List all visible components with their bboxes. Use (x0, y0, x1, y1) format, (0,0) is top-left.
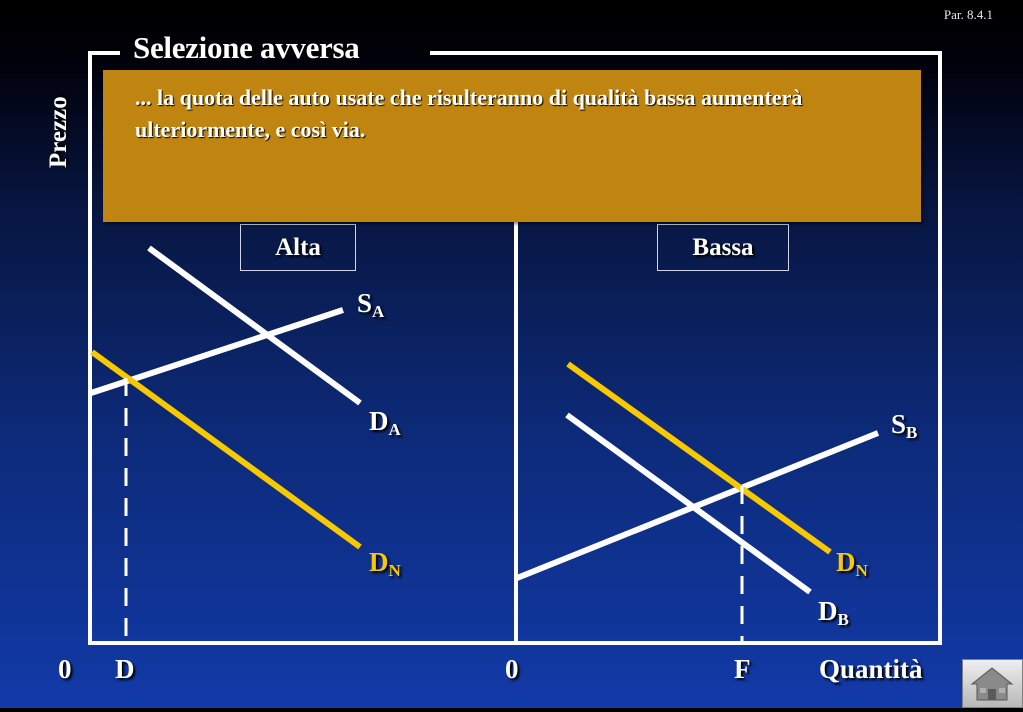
panel-label-bassa (657, 224, 789, 271)
label-s-a-main: S (357, 288, 373, 318)
home-button[interactable] (962, 659, 1023, 708)
slide-title: Selezione avversa (133, 30, 360, 65)
label-d-n-right-sub: N (855, 561, 868, 580)
label-s-a-sub: A (372, 302, 385, 321)
paragraph-ref: Par. 8.4.1 (943, 7, 993, 22)
left-demand-line (149, 248, 360, 403)
label-d-n-right-main: D (836, 547, 856, 577)
label-d-n-left (369, 547, 401, 581)
label-d-b (818, 596, 849, 630)
label-d-n-right (836, 547, 868, 581)
right-tick-f: F (734, 654, 751, 684)
overlay-note: ... la quota delle auto usate che risulteranno di qualità bassa aumenterà ulteriormente, e così via. (103, 70, 921, 222)
right-new-demand-line (568, 364, 830, 552)
panel-label-bassa-text: Bassa (692, 233, 754, 261)
label-d-n-left-sub: N (388, 561, 401, 580)
label-s-b-sub: B (906, 423, 918, 442)
panel-label-alta-text: Alta (275, 233, 321, 261)
label-d-a-main: D (369, 406, 389, 436)
left-origin-label: 0 (58, 654, 72, 684)
x-axis-label: Quantità (819, 654, 923, 684)
left-tick-d: D (115, 654, 135, 684)
label-d-b-sub: B (837, 610, 849, 629)
right-demand-line (567, 415, 810, 592)
label-s-b-main: S (891, 409, 907, 439)
right-origin-label: 0 (505, 654, 519, 684)
label-d-a (369, 406, 401, 440)
left-new-demand-line (92, 352, 360, 547)
y-axis-label: Prezzo (45, 96, 72, 168)
label-d-a-sub: A (388, 420, 401, 439)
label-d-n-left-main: D (369, 547, 389, 577)
label-d-b-main: D (818, 596, 838, 626)
panel-label-alta (240, 224, 356, 271)
label-s-a (357, 288, 384, 322)
home-icon (963, 660, 1022, 707)
label-s-b (891, 409, 917, 443)
